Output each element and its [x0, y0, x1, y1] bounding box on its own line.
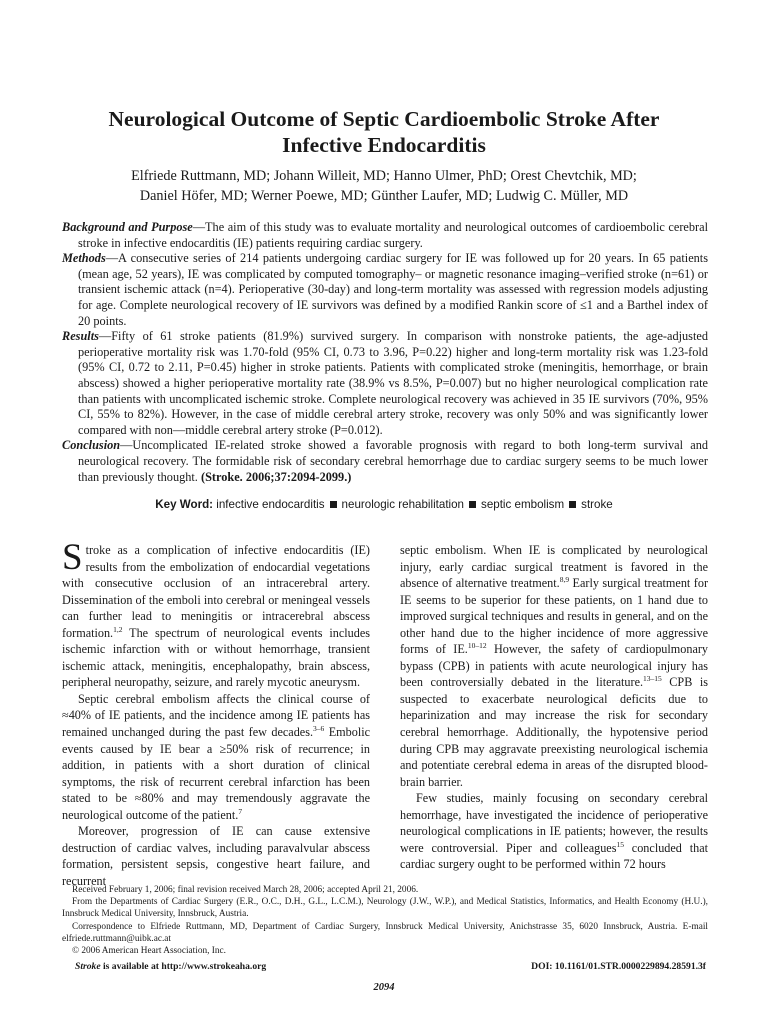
authors-line: Daniel Höfer, MD; Werner Poewe, MD; Günther Laufer, MD; Ludwig C. Müller, MD	[139, 188, 629, 204]
body-paragraph: Few studies, mainly focusing on secondary cerebral hemorrhage, have investigated the incidence of perioperative neurological complications in IE patients; however, the results were controversial. Piper and colleagues$^{15}$ concluded that cardiac surgery ought to be performed within 72 hours	[400, 791, 709, 872]
reference-marker: 1,2	[113, 624, 123, 634]
reference-marker: 3–6	[313, 723, 325, 733]
keywords	[40, 497, 728, 513]
citation: (Stroke. 2006;37:2094-2099.)	[200, 469, 352, 484]
keyword: septic embolism	[481, 498, 565, 511]
footnote-received: Received February 1, 2006; final revision received March 28, 2006; accepted April 21, 2006.	[72, 885, 419, 895]
body-paragraph: Moreover, progression of IE can cause extensive destruction of cardiac valves, including paravalvular abscess formation, persistent sepsis, congestive heart failure, and recurrent	[62, 824, 370, 888]
title-line: Infective Endocarditis	[282, 133, 486, 157]
doi: DOI: 10.1161/01.STR.0000229894.28591.3f	[531, 961, 706, 972]
body-column-left	[62, 537, 371, 889]
square-bullet-icon	[569, 501, 576, 508]
footnotes	[62, 884, 708, 957]
keyword: infective endocarditis	[216, 498, 325, 511]
body-column-right	[400, 542, 708, 873]
abstract-methods: Methods—A consecutive series of 214 patients undergoing cardiac surgery for IE was followed up for 20 years. In 65 patients (mean age, 52 years), IE was complicated by computed tomography– or magnetic resonance imaging–verified stroke (n=61) or transient ischemic attack (n=4). Perioperative (30-day) and long-term mortality was assessed with regression models adjusting for age. Complete neurological recovery of IE survivors was defined by a modified Rankin score of ≤1 and a Barthel index of 20 points.	[62, 251, 708, 328]
reference-marker: 13–15	[643, 674, 662, 684]
footnote-affiliations: From the Departments of Cardiac Surgery (E.R., O.C., D.H., G.L., L.C.M.), Neurology (J.W., W.P.), and Medical Statistics, Informatics, and Health Economy (H.U.), Innsbruck Medical University, Innsbruck, Austria.	[62, 897, 708, 920]
journal-name: Stroke	[75, 961, 101, 972]
footnote-correspondence: Correspondence to Elfriede Ruttmann, MD, Department of Cardiac Surgery, Innsbruck Medical University, Anichstrasse 35, 6020 Innsbruck, Austria. E-mail elfriede.ruttmann@uibk.ac.at	[62, 921, 708, 944]
body-paragraph: septic embolism. When IE is complicated by neurological injury, early cardiac surgical treatment is favored in the absence of alternative treatment.$^{8,9}$ Early surgical treatment for IE seems to be superior for these patients, on 1 hand due to improved surgical techniques and results in general, and on the other hand due to the higher incidence of more aggressive forms of IE.$^{10-12}$ However, the safety of cardiopulmonary bypass (CPB) in patients with acute neurological injury has been controversially debated in the literature.$^{13-15}$ CPB is suspected to exacerbate neurological deficits due to heparinization and may increase the risk for secondary cerebral hemorrhage. Additionally, the hypotensive period during CPB may aggravate preexisting neurological ischemia and potentiate cerebral edema in areas of the disrupted blood-brain barrier.	[400, 543, 709, 789]
title-line: Neurological Outcome of Septic Cardioembolic Stroke After	[108, 107, 660, 131]
drop-cap: S	[62, 537, 83, 578]
reference-marker: 15	[616, 839, 624, 849]
reference-marker: 8,9	[559, 575, 570, 585]
abstract-background: Background and Purpose—The aim of this study was to evaluate mortality and neurological outcomes of cardioembolic cerebral stroke in infective endocarditis (IE) patients requiring cardiac surgery.	[62, 220, 708, 250]
article-title	[40, 106, 728, 158]
reference-marker: 7	[238, 806, 243, 816]
abstract	[62, 220, 708, 485]
keyword: neurologic rehabilitation	[341, 498, 465, 511]
abstract-results: Results—Fifty of 61 stroke patients (81.9%) survived surgery. In comparison with nonstroke patients, the age-adjusted perioperative mortality risk was 1.70-fold (95% CI, 0.73 to 3.96, P=0.22) higher and long-term mortality risk was 1.23-fold (95% CI, 0.72 to 2.11, P=0.45) higher in stroke patients. Patients with complicated stroke (meningitis, hemorrhage, or brain abscess) showed a higher perioperative mortality rate (38.9% vs 8.5%, P=0.007) but no higher neurological complication rate than patients with uncomplicated ischemic stroke. Complete neurological recovery was achieved in 35 IE survivors (70%, 95% CI, 55% to 82%). However, in the case of middle cerebral artery stroke, recovery was only 50% and was significantly lower compared with non—middle cerebral artery stroke (P=0.012).	[62, 329, 708, 437]
square-bullet-icon	[469, 501, 476, 508]
keywords-label: Key Word:	[155, 498, 214, 511]
reference-marker: 10–12	[467, 641, 487, 651]
journal-availability: Stroke is available at http://www.strokeaha.org	[75, 961, 267, 972]
body-paragraph: Septic cerebral embolism affects the clinical course of ≈40% of IE patients, and the incidence among IE patients has remained unchanged during the past few decades.$^{3-6}$ Embolic events caused by IE bear a ≥50% risk of recurrence; in addition, in patients with a short duration of clinical symptoms, the risk of recurrent cerebral infarction has been stated to be ≈80% and may tremendously aggravate the neurological outcome of the patient.$^7$	[62, 691, 371, 822]
abstract-conclusion: Conclusion—Uncomplicated IE-related stroke showed a favorable prognosis with regard to both long-term survival and neurological recovery. The formidable risk of secondary cerebral hemorrhage due to cardiac surgery seems to be much lower than previously thought. (Stroke. 2006;37:2094-2099.)	[62, 438, 708, 484]
body-paragraph: Stroke as a complication of infective endocarditis (IE) results from the embolization of endocardial vegetations with consecutive occlusion of an intracerebral artery. Dissemination of the emboli into cerebral or meningeal vessels can further lead to meningitis or intracerebral abscess formation.$^{1,2}$ The spectrum of neurological events includes ischemic infarction with or without hemorrhage, transient ischemic attack, meningitis, encephalopathy, brain abscess, peripheral neuropathy, seizure, and rarely mycotic aneurysm.	[62, 537, 370, 690]
page-number: 2094	[373, 982, 395, 993]
footnote-copyright: © 2006 American Heart Association, Inc.	[72, 946, 226, 957]
authors-line: Elfriede Ruttmann, MD; Johann Willeit, MD; Hanno Ulmer, PhD; Orest Chevtchik, MD;	[131, 168, 637, 184]
square-bullet-icon	[330, 501, 337, 508]
author-list	[40, 166, 728, 206]
keyword: stroke	[581, 498, 613, 511]
